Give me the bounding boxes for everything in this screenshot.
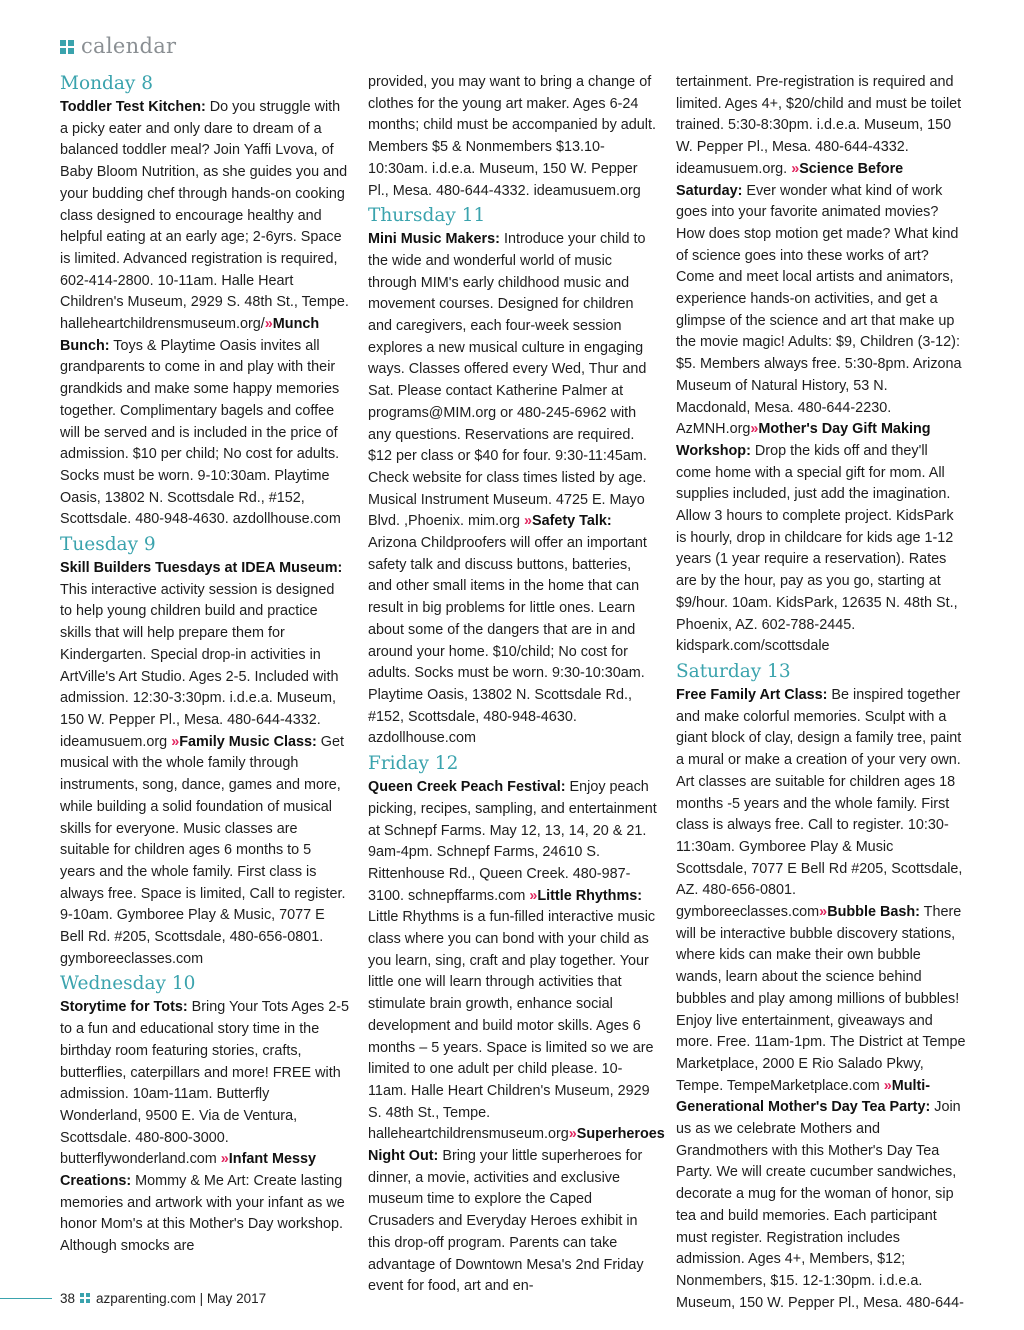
event-body: There will be interactive bubble discovery stations, where kids can make their own bubble wands, learn about the science behind bubbles and play among millions of bubbles! Enjoy live entertainment, giveaways and more. Free. 11am-1pm. The District at Tempe Marketplace, 2000 E Rio Salado Pkwy, Tempe. TempeMarketplace.com — [676, 904, 966, 1094]
event-body: Little Rhythms is a fun-filled interactive music class where you can bond with your child as you learn, sing, craft and play together. Your little one will learn through activities that stimulate brain growth, enhance social development and build motor skills. Ages 6 months – 5 years. Space is limited so we are limited to one adult per child please. 10-11am. Halle Heart Children's Museum, 2929 S. 48th St., Tempe. halleheartchildrensmuseum.org — [368, 909, 656, 1143]
arrow-icon: » — [819, 904, 828, 921]
arrow-icon: » — [568, 1126, 577, 1143]
event-family-art-class — [676, 685, 966, 1314]
footer-rule — [0, 1298, 52, 1299]
event-title: Bubble Bash: — [827, 904, 920, 921]
arrow-icon: » — [171, 733, 180, 750]
event-body: Do you struggle with a picky eater and only dare to dream of a balanced toddler meal? Join Yaffi Lvova, of Baby Bloom Nutrition, as she guides you and your budding chef through hands-on cooking class designed to encourage healthy and helpful eating at an early age; 2-6yrs. Space is limited. Advanced registration is required, 602-414-2800. 10-11am. Halle Heart Children's Museum, 2929 S. 48th St., Tempe. halleheartchildrensmuseum.org/ — [60, 99, 349, 333]
event-title: Toddler Test Kitchen: — [60, 99, 206, 115]
event-body: Toys & Playtime Oasis invites all grandparents to come in and play with their grandkids and make some happy memories together. Complimentary bagels and coffee will be served and is included in the price of admission. $10 per child; No cost for adults. Socks must be worn. 9-10:30am. Playtime Oasis, 13802 N. Scottsdale Rd., #152, Scottsdale. 480-948-4630. azdollhouse.com — [60, 337, 341, 528]
arrow-icon: » — [750, 421, 759, 438]
column-1 — [60, 72, 350, 1258]
event-body: Enjoy peach picking, recipes, sampling, and entertainment at Schnepf Farms. May 12, 13, 14, 20 & 21. 9am-4pm. Schnepf Farms, 24610 S. Rittenhouse Rd., Queen Creek. 480-987-3100. schnepffarms.com — [368, 779, 657, 904]
page-number: 38 — [60, 1290, 76, 1306]
grid-icon — [80, 1293, 90, 1303]
day-heading-saturday: Saturday 13 — [676, 660, 791, 682]
event-continued — [368, 72, 658, 202]
event-body: Bring your little superheroes for dinner, a movie, activities and exclusive museum time to explore the Caped Crusaders and Everyday Heroes exhibit in this drop-off program. Parents can take advantage of Downtown Mesa's 2nd Friday event for food, art and en- — [368, 1148, 644, 1295]
arrow-icon: » — [529, 887, 538, 904]
event-title: Mini Music Makers: — [368, 231, 500, 248]
event-body: Be inspired together and make colorful memories. Sculpt with a giant block of clay, design a family tree, paint a mural or make a creation of your very own. Art classes are suitable for children ages 18 months -5 years and the whole family. First class is always free. Call to register. 10:30-11:30am. Gymboree Play & Music Scottsdale, 7077 E Bell Rd #205, Scottsdale, AZ. 480-656-0801. gymboreeclasses.com — [676, 686, 963, 921]
event-title: Munch Bunch: — [60, 316, 320, 354]
page-footer — [0, 1288, 266, 1308]
event-title: Storytime for Tots: — [60, 999, 188, 1016]
event-peach-festival — [368, 777, 665, 1298]
event-body: Introduce your child to the wide and wonderful world of music through MIM's early childhood music and movement courses. Designed for children and caregivers, each four-week session explores a new musical culture in engaging ways. Classes offered every Wed, Thur and Sat. Please contact Katherine Palmer at programs@MIM.org or 480-245-6962 with any questions. Reservations are required. $12 per class or $40 for four. 9:30-11:45am. Check website for class times listed by age. Musical Instrument Museum. 4725 E. Mayo Blvd. ,Phoenix. mim.org — [368, 231, 647, 530]
footer-issue: May 2017 — [206, 1290, 267, 1306]
event-title: Skill Builders Tuesdays at IDEA Museum: — [60, 560, 343, 577]
day-heading-friday: Friday 12 — [368, 753, 459, 775]
section-title: calendar — [81, 34, 177, 58]
arrow-icon: » — [220, 1151, 229, 1168]
event-title: Infant Messy Creations: — [60, 1151, 316, 1190]
grid-icon — [60, 40, 74, 54]
day-heading-wednesday: Wednesday 10 — [60, 973, 196, 995]
event-body: Get musical with the whole family through instruments, song, dance, games and more, while building a solid foundation of musical skills for everyone. Music classes are suitable for children ages 6 months to 5 years and the whole family. First class is always free. Space is limited, Call to register. 9-10am. Gymboree Play & Music, 7077 E Bell Rd. #205, Scottsdale, 480-656-0801. gymboreeclasses.com — [60, 733, 346, 967]
section-header — [60, 34, 176, 58]
arrow-icon: » — [791, 160, 800, 177]
arrow-icon: » — [264, 316, 273, 333]
event-title: Safety Talk: — [531, 513, 612, 530]
event-title: Science Before Saturday: — [676, 160, 904, 199]
event-title: Multi-Generational Mother's Day Tea Party: — [676, 1077, 931, 1116]
column-2 — [368, 72, 665, 1298]
event-title: Mother's Day Gift Making Workshop: — [676, 421, 931, 459]
event-title: Free Family Art Class: — [676, 686, 828, 703]
event-skill-builders — [60, 558, 350, 970]
event-body: Bring Your Tots Ages 2-5 to a fun and educational story time in the birthday room featuring stories, crafts, butterflies, caterpillars and more! FREE with admission. 10am-11am. Butterfly Wonderland, 9500 E. Via de Ventura, Scottsdale. 480-800-3000. butterflywonderland.com — [60, 999, 349, 1168]
event-toddler-test-kitchen — [60, 97, 350, 531]
day-heading-thursday: Thursday 11 — [368, 205, 486, 227]
event-body: provided, you may want to bring a change of clothes for the young art maker. Ages 6-24 months; child must be accompanied by adult. Members $5 & Nonmembers $13.10-10:30am. i.d.e.a. Museum, 150 W. Pepper Pl., Mesa. 480-644-4332. ideamusuem.org — [368, 74, 656, 199]
footer-separator: | — [199, 1290, 204, 1306]
event-title: Queen Creek Peach Festival: — [368, 779, 566, 796]
event-body: Ever wonder what kind of work goes into your favorite animated movies? How does stop motion get made? What kind of science goes into these works of art? Come and meet local artists and animators, experience hands-on activities, and get a glimpse of the science and art that make up the movie magic! Adults: $9, Children (3-12): $5. Members always free. 5:30-8pm. Arizona Museum of Natural History, 53 N. Macdonald, Mesa. 480-644-2230. AzMNH.org — [676, 182, 962, 438]
event-title: Superheroes Night Out: — [368, 1126, 665, 1165]
event-body: tertainment. Pre-registration is required and limited. Ages 4+, $20/child and must be toilet trained. 5:30-8:30pm. i.d.e.a. Museum, 150 W. Pepper Pl., Mesa. 480-644-4332. ideamusuem.org. — [676, 74, 962, 177]
day-heading-monday: Monday 8 — [60, 73, 153, 94]
event-storytime — [60, 997, 350, 1257]
day-heading-tuesday: Tuesday 9 — [60, 534, 156, 556]
footer-site: azparenting.com — [96, 1290, 196, 1306]
event-mini-music-makers — [368, 229, 658, 750]
event-body: Mommy & Me Art: Create lasting memories and artwork with your infant as we honor Mom's at this Mother's Day workshop. Although smocks are — [60, 1173, 345, 1255]
event-body: Join us as we celebrate Mothers and Grandmothers with this Mother's Day Tea Party. We will create cucumber sandwiches, decorate a mug for the woman of honor, sip tea and build memories. Each participant must register. Registration includes admission. Ages 4+, Members, $12; Nonmembers, $15. 12-1:30pm. i.d.e.a. Museum, 150 W. Pepper Pl., Mesa. 480-644- — [676, 1099, 964, 1311]
event-title: Little Rhythms: — [537, 887, 643, 904]
event-title: Family Music Class: — [179, 733, 317, 750]
arrow-icon: » — [523, 513, 532, 530]
arrow-icon: » — [883, 1077, 892, 1094]
event-body: Arizona Childproofers will offer an important safety talk and discuss buttons, batteries, and other small items in the home that can result in big problems for little ones. Learn about some of the dangers that are in and around your home. $10/child; No cost for adults. Socks must be worn. 9:30-10:30am. Playtime Oasis, 13802 N. Scottsdale Rd., #152, Scottsdale, 480-948-4630. azdollhouse.com — [368, 535, 647, 747]
column-3 — [676, 72, 966, 1314]
event-body: Drop the kids off and they'll come home with a special gift for mom. All supplies included, just add the imagination. Allow 3 hours to complete project. KidsPark is hourly, drop in childcare for kids age 1-12 years (1 year require a reservation). Rates are by the hour, pay as you go, starting at $9/hour. 10am. KidsPark, 12635 N. 48th St., Phoenix, AZ. 602-788-2445. kidspark.com/scottsdale — [676, 442, 958, 655]
event-body: This interactive activity session is designed to help young children build and practice skills that will help prepare them for Kindergarten. Special drop-in activities in ArtVille's Art Studio. Ages 2-5. Included with admission. 12:30-3:30pm. i.d.e.a. Museum, 150 W. Pepper Pl., Mesa. 480-644-4332. ideamusuem.org — [60, 581, 339, 750]
event-continued — [676, 72, 966, 658]
